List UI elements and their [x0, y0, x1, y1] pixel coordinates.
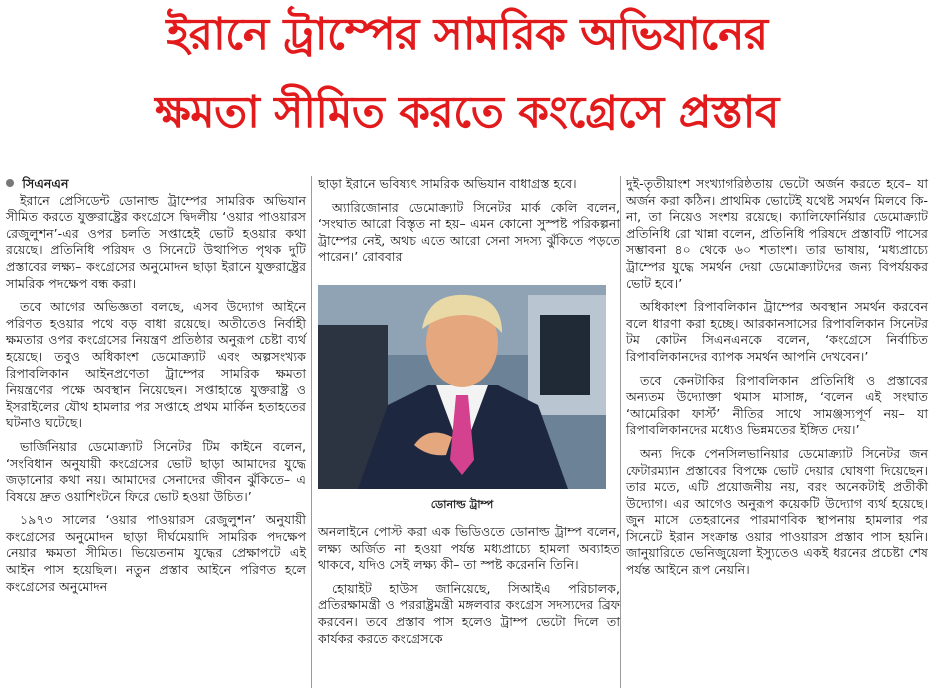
paragraph: ইরানে প্রেসিডেন্ট ডোনাল্ড ট্রাম্পের সামরিক অভিযান সীমিত করতে যুক্তরাষ্ট্রের কংগ্রেসে দ্বিদলীয় ‘ওয়ার পাওয়ারস রেজুলুশন’-এর ওপর চলতি সপ্তাহেই ভোট হওয়ার কথা রয়েছে। প্রতিনিধি পরিষদ ও সিনেটে উত্থাপিত পৃথক দুটি প্রস্তাবের লক্ষ্য– কংগ্রেসের অনুমোদন ছাড়া ইরানে যুক্তরাষ্ট্রের সামরিক পদক্ষেপ বন্ধ করা। — [6, 192, 306, 291]
paragraph: দুই-তৃতীয়াংশ সংখ্যাগরিষ্ঠতায় ভেটো অর্জন করতে হবে– যা অর্জন করা কঠিন। প্রাথমিক ভোটেই যথেষ্ট সমর্থন মিলবে কি-না, তা নিয়েও সংশয় রয়েছে। ক্যালিফোর্নিয়ার ডেমোক্র্যাট প্রতিনিধি রো খান্না বলেন, প্রতিনিধি পরিষদে প্রস্তাবটি পাসের সম্ভাবনা ৪০ থেকে ৬০ শতাংশ। তার ভাষায়, ‘মধ্যপ্রাচ্যে ট্রাম্পের যুদ্ধে সমর্থন দেয়া ডেমোক্র্যাটদের জন্য বিপর্যয়কর ভোট হবে।’ — [626, 176, 928, 291]
paragraph: ১৯৭৩ সালের ‘ওয়ার পাওয়ারস রেজুলুশন’ অনুযায়ী কংগ্রেসের অনুমোদন ছাড়া দীর্ঘমেয়াদি সামরিক পদক্ষেপ নেয়ার ক্ষমতা সীমিত। ভিয়েতনাম যুদ্ধের প্রেক্ষাপটে এই আইন পাস হয়েছিল। নতুন প্রস্তাব আইনে পরিণত হলে কংগ্রেসের অনুমোদন — [6, 512, 306, 594]
paragraph: অ্যারিজোনার ডেমোক্র্যাট সিনেটর মার্ক কেলি বলেন, ‘সংঘাত আরো বিস্তৃত না হয়– এমন কোনো সুস্পষ্ট পরিকল্পনা ট্রাম্পের নেই, অথচ এতে আরো সেনা সদস্য ঝুঁকিতে পড়তে পারেন।’ রোববার — [318, 199, 620, 265]
article-column-1 — [6, 176, 306, 595]
paragraph: ভার্জিনিয়ার ডেমোক্র্যাট সিনেটর টিম কাইনে বলেন, ‘সংবিধান অনুযায়ী কংগ্রেসের ভোট ছাড়া আমাদের যুদ্ধে জড়ানোর কথা নয়। আমাদের সেনাদের জীবন ঝুঁকিতে– এ বিষয়ে দ্রুত ওয়াশিংটনে ফিরে ভোট হওয়া উচিত।’ — [6, 438, 306, 504]
column-rule-2 — [620, 176, 621, 688]
headline-line-2: ক্ষমতা সীমিত করতে কংগ্রেসে প্রস্তাব — [155, 87, 779, 138]
article-column-3 — [626, 176, 928, 579]
news-photo — [318, 285, 606, 489]
paragraph: ছাড়া ইরানে ভবিষ্যৎ সামরিক অভিযান বাধাগ্রস্ত হবে। — [318, 176, 577, 191]
article-column-2-bottom — [318, 524, 620, 647]
paragraph: তবে কেনটাকির রিপাবলিকান প্রতিনিধি ও প্রস্তাবের অন্যতম উদ্যোক্তা থমাস মাসাঙ্গ, ‘বলেন এই সংঘাত ‘আমেরিকা ফার্স্ট’ নীতির সাথে সামঞ্জস্যপূর্ণ নয়– যা রিপাবলিকানদের মধ্যেও ভিন্নমতের ইঙ্গিত দেয়।’ — [626, 372, 928, 438]
photo-caption: ডোনাল্ড ট্রাম্প — [430, 498, 494, 511]
paragraph: অধিকাংশ রিপাবলিকান ট্রাম্পের অবস্থান সমর্থন করবেন বলে ধারণা করা হচ্ছে। আরকানসাসের রিপাবলিকান সিনেটর টম কোটন সিএনএনকে বলেন, ‘কংগ্রেসে নির্বাচিত রিপাবলিকানদের ব্যাপক সমর্থন আপনি দেখবেন।’ — [626, 299, 928, 364]
trump-photo-illustration — [318, 285, 606, 489]
source-credit — [6, 176, 306, 193]
article-column-2-top — [318, 176, 620, 266]
paragraph: অনলাইনে পোস্ট করা এক ভিডিওতে ডোনাল্ড ট্রাম্প বলেন, লক্ষ্য অর্জিত না হওয়া পর্যন্ত মধ্যপ্রাচ্যে হামলা অব্যাহত থাকবে, যদিও সেই লক্ষ্য কী– তা স্পষ্ট করেননি তিনি। — [318, 524, 620, 573]
paragraph: অন্য দিকে পেনসিলভানিয়ার ডেমোক্র্যাট সিনেটর জন ফেটারম্যান প্রস্তাবের বিপক্ষে ভোট দেয়ার ঘোষণা দিয়েছেন। তার মতে, এটি প্রয়োজনীয় নয়, বরং অনেকটাই প্রতীকী উদ্যোগ। এর আগেও অনুরূপ কয়েকটি উদ্যোগ ব্যর্থ হয়েছে। জুন মাসে তেহরানের পারমাণবিক স্থাপনায় হামলার পর সিনেটে ইরান সংক্রান্ত ওয়ার পাওয়ারস প্রস্তাব পাস হয়নি। জানুয়ারিতে ভেনিজুয়েলা ইস্যুতেও একই ধরনের প্রচেষ্টা শেষ পর্যন্ত আইনে রূপ নেয়নি। — [626, 445, 928, 578]
paragraph: তবে আগের অভিজ্ঞতা বলছে, এসব উদ্যোগ আইনে পরিণত হওয়ার পথে বড় বাধা রয়েছে। অতীতেও নির্বাহী ক্ষমতার ওপর কংগ্রেসের নিয়ন্ত্রণ প্রতিষ্ঠার অনুরূপ চেষ্টা ব্যর্থ হয়েছে। তবুও অধিকাংশ ডেমোক্র্যাট এবং অল্পসংখ্যক রিপাবলিকান আইনপ্রণেতা ট্রাম্পের সামরিক ক্ষমতা নিয়ন্ত্রণের পক্ষে অবস্থান নিয়েছেন। সপ্তাহান্তে যুক্তরাষ্ট্র ও ইসরাইলের যৌথ হামলার পর সপ্তাহে প্রথম মার্কিন হতাহতের ঘটনাও ঘটেছে। — [6, 299, 306, 431]
bullet-icon — [6, 179, 14, 187]
headline-line-1: ইরানে ট্রাম্পের সামরিক অভিযানের — [166, 9, 768, 60]
paragraph: হোয়াইট হাউস জানিয়েছে, সিআইএ পরিচালক, প্রতিরক্ষামন্ত্রী ও পররাষ্ট্রমন্ত্রী মঙ্গলবার কংগ্রেস সদস্যদের ব্রিফ করবেন। তবে প্রস্তাব পাস হলেও ট্রাম্প ভেটো দিলে তা কার্যকর করতে কংগ্রেসকে — [318, 580, 621, 646]
source-label: সিএনএন — [22, 176, 69, 191]
column-rule-1 — [311, 176, 312, 688]
